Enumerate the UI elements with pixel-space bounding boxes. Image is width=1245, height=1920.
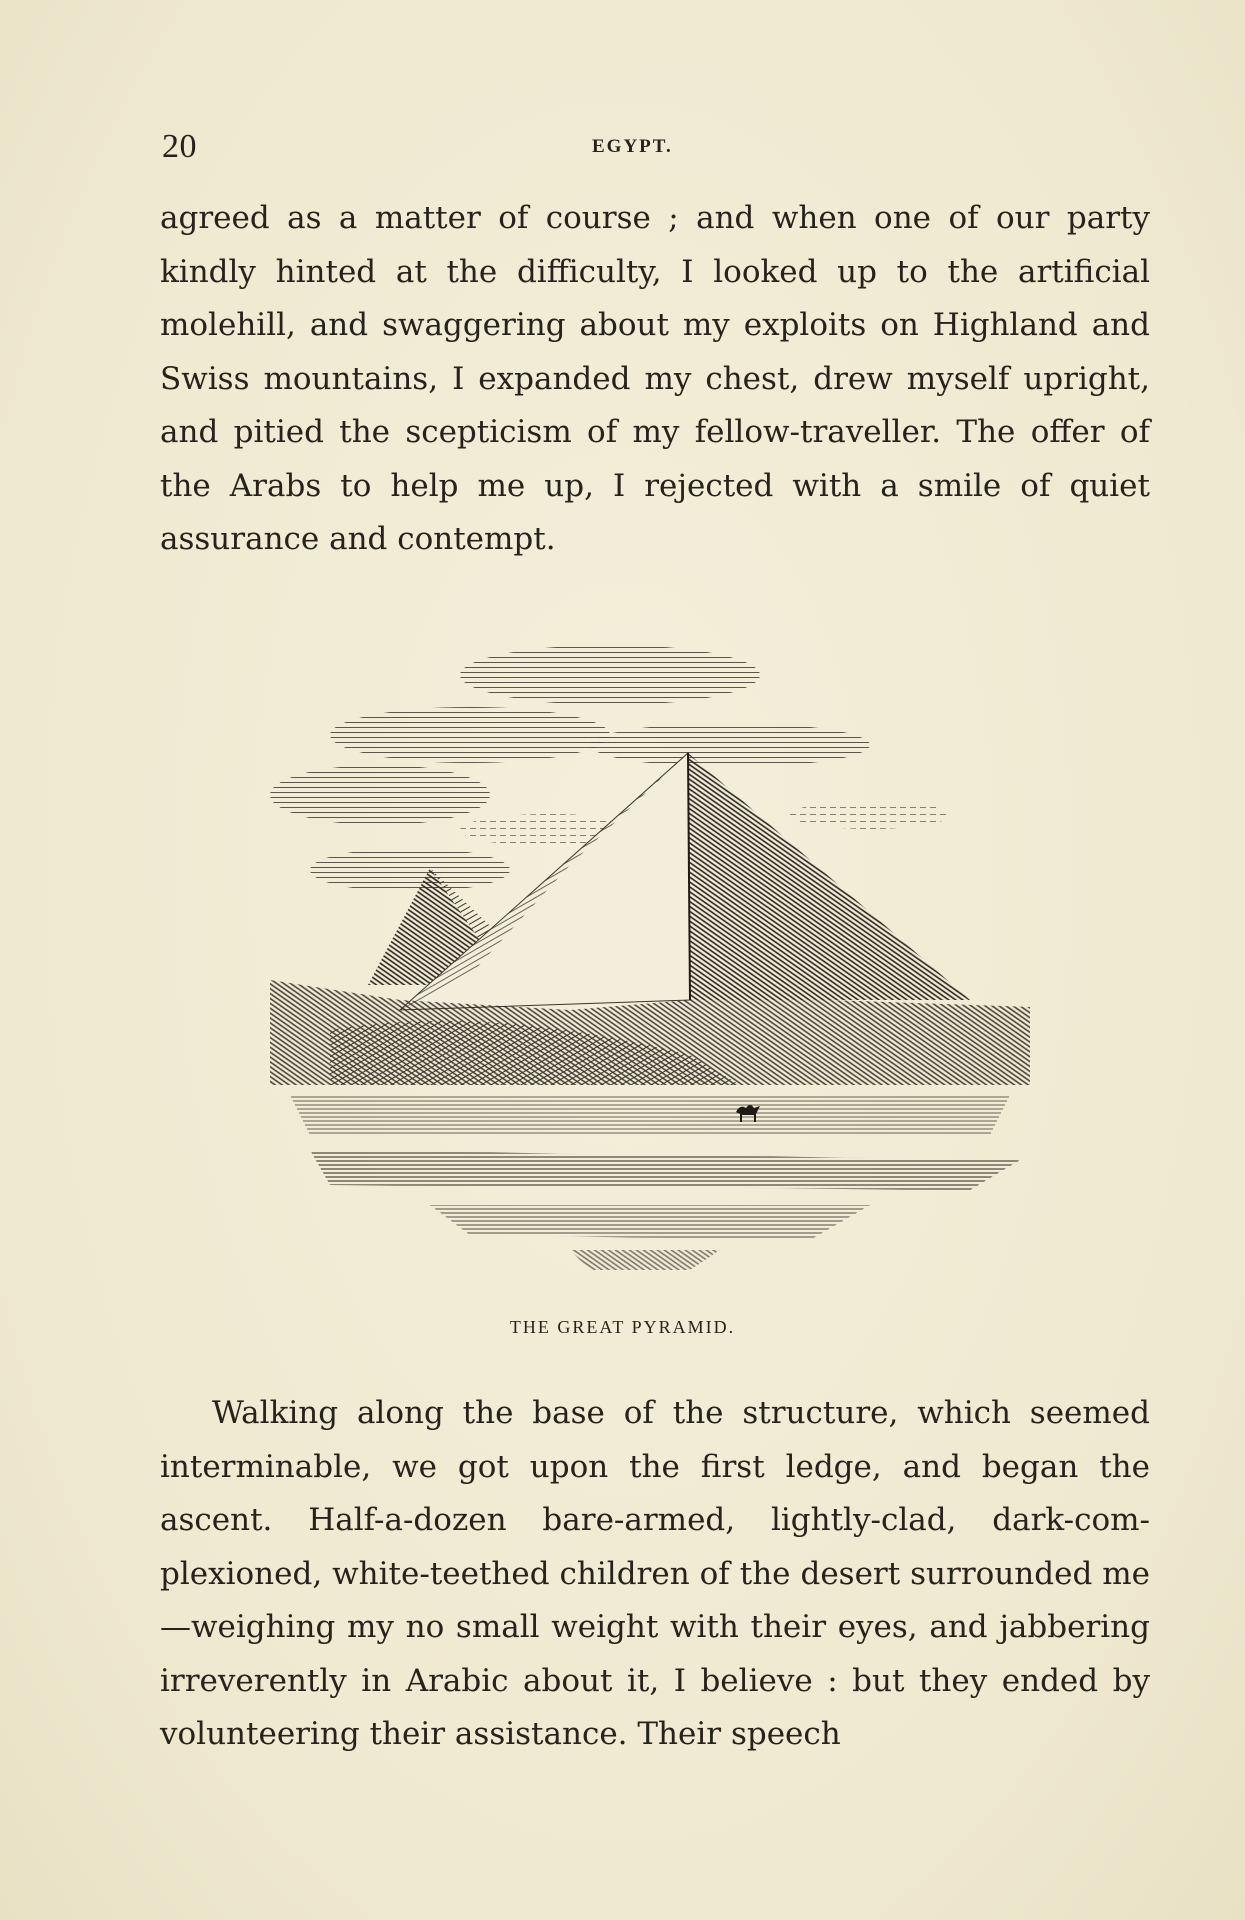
running-head: EGYPT. bbox=[592, 136, 673, 157]
page-number: 20 bbox=[162, 128, 197, 165]
pyramid-engraving bbox=[270, 615, 1040, 1300]
paragraph-1: agreed as a matter of course ; and when one of our party kindly hinted at the difficulty, I looked up to the artificial molehill, and swaggering about my exploits on Highland and Swiss mountains, I expanded my chest, drew myself upright, and pitied the scepticism of my fellow-traveller. The offer of the Arabs to help me up, I rejected with a smile of quiet assurance and contempt. bbox=[160, 200, 1150, 557]
pyramid-illustration bbox=[270, 615, 1040, 1300]
paragraph-2: Walking along the base of the structure, which seemed interminable, we got upon the first ledge, and began the ascent. Half-a-dozen bare-armed, lightly-clad, dark-com-plexioned, white-teethed children of the desert surrounded me—weighing my no small weight with their eyes, and jabbering irreverently in Arabic about it, I believe : but they ended by volunteering their assistance. Their speech bbox=[160, 1395, 1150, 1752]
foreground-ground bbox=[270, 980, 1030, 1270]
page-header bbox=[162, 128, 1150, 168]
figure-caption: THE GREAT PYRAMID. bbox=[509, 1317, 736, 1337]
